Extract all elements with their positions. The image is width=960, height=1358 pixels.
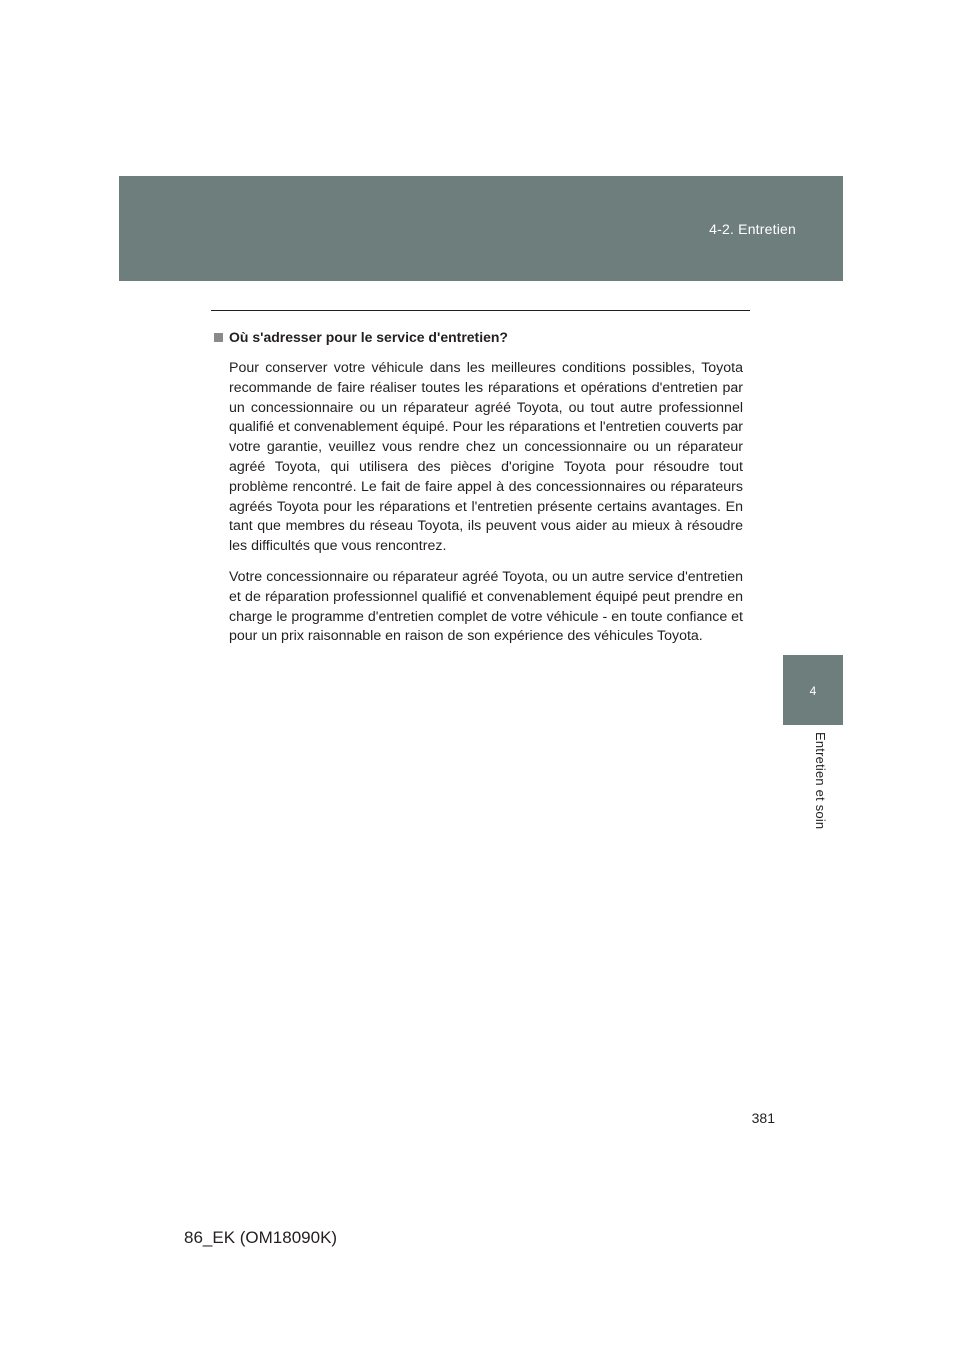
chapter-number: 4 <box>809 684 817 698</box>
chapter-tab <box>783 655 843 725</box>
main-content <box>214 327 743 658</box>
header-band <box>119 176 843 281</box>
chapter-label: Entretien et soin <box>813 732 828 830</box>
paragraph-1: Pour conserver votre véhicule dans les meilleures conditions possibles, Toyota recommande de faire réaliser toutes les réparations et opérations d'entretien par un concessionnaire ou un réparateur agréé Toyota, ou tout autre professionnel qualifié et convenablement équipé. Pour les réparations et l'entretien couverts par votre garantie, veuillez vous rendre chez un concessionnaire ou un réparateur agréé Toyota, qui utilisera des pièces d'origine Toyota pour résoudre tout problème rencontré. Le fait de faire appel à des concessionnaires ou réparateurs agréés Toyota pour les réparations et l'entretien présente certains avantages. En tant que membres du réseau Toyota, ils peuvent vous aider au mieux à résoudre les difficultés que vous rencontrez. <box>229 360 743 555</box>
square-bullet-icon <box>214 333 223 342</box>
divider-rule <box>211 310 750 311</box>
section-title: 4-2. Entretien <box>709 221 796 237</box>
section-heading-text: Où s'adresser pour le service d'entretien? <box>229 329 508 345</box>
manual-code: 86_EK (OM18090K) <box>184 1228 338 1247</box>
page-number: 381 <box>751 1110 775 1126</box>
paragraph-2: Votre concessionnaire ou réparateur agréé Toyota, ou un autre service d'entretien et de réparation professionnel qualifié et convenablement équipé peut prendre en charge le programme d'entretien complet de votre véhicule - en toute confiance et pour un prix raisonnable en raison de son expérience des véhicules Toyota. <box>229 568 743 645</box>
section-heading <box>214 327 743 347</box>
